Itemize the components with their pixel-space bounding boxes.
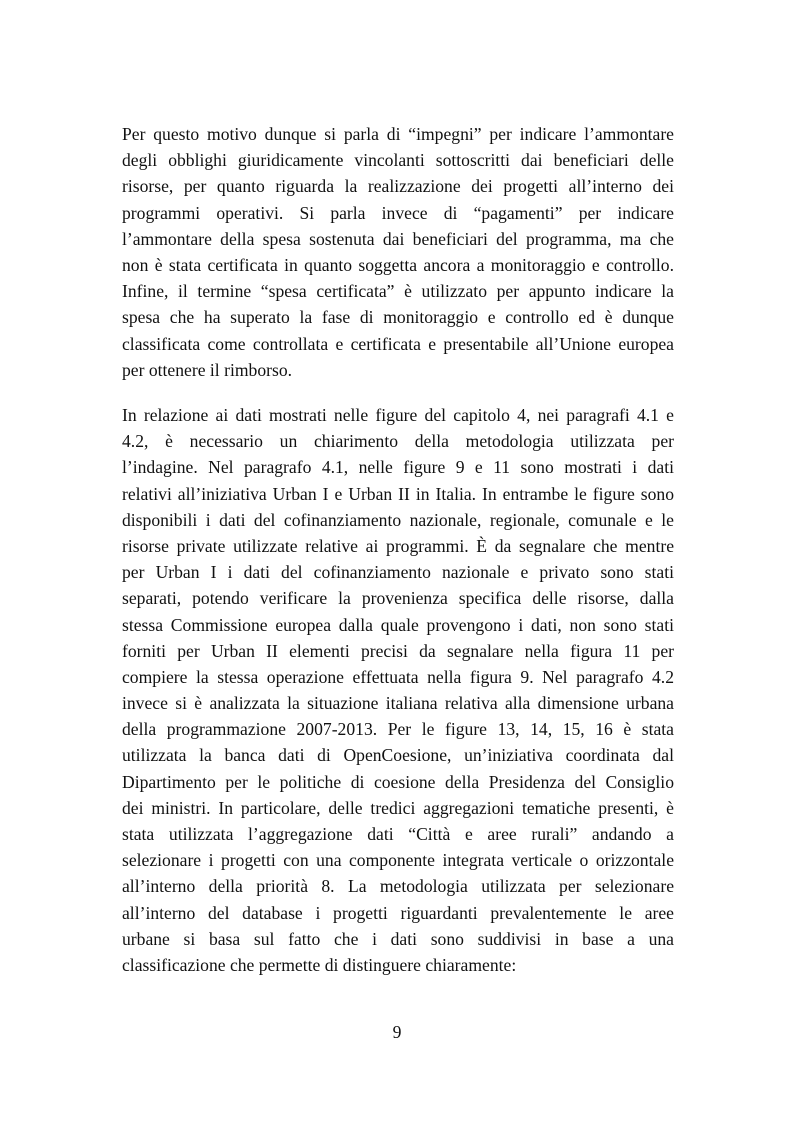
text-line: stata utilizzata l’aggregazione dati “Città e aree rurali” andando a bbox=[122, 824, 674, 844]
text-line: separati, potendo verificare la provenienza specifica delle risorse, dalla bbox=[122, 588, 674, 609]
text-line: per Urban I i dati del cofinanziamento nazionale e privato sono stati bbox=[122, 562, 674, 583]
text-line: selezionare i progetti con una componente integrata verticale o orizzontale bbox=[122, 850, 674, 871]
page-number: 9 bbox=[392, 1022, 402, 1042]
text-line: 4.2, è necessario un chiarimento della metodologia utilizzata per bbox=[122, 431, 674, 452]
text-line: classificazione che permette di distinguere chiaramente: bbox=[122, 954, 517, 975]
text-line: Infine, il termine “spesa certificata” è utilizzato per appunto indicare la bbox=[122, 281, 674, 302]
text-line: l’indagine. Nel paragrafo 4.1, nelle figure 9 e 11 sono mostrati i dati bbox=[122, 457, 674, 478]
text-line: compiere la stessa operazione effettuata nella figura 9. Nel paragrafo 4.2 bbox=[122, 666, 674, 687]
text-line: classificata come controllata e certificata e presentabile all’Unione europea bbox=[122, 333, 674, 354]
text-line: degli obblighi giuridicamente vincolanti sottoscritti dai beneficiari delle bbox=[122, 150, 674, 171]
text-line: spesa che ha superato la fase di monitoraggio e controllo ed è dunque bbox=[122, 307, 674, 328]
text-line: stessa Commissione europea dalla quale provengono i dati, non sono stati bbox=[122, 614, 674, 635]
text-line: l’ammontare della spesa sostenuta dai beneficiari del programma, ma che bbox=[122, 228, 674, 249]
text-line: Dipartimento per le politiche di coesione della Presidenza del Consiglio bbox=[122, 771, 674, 792]
text-line: relativi all’iniziativa Urban I e Urban II in Italia. In entrambe le figure sono bbox=[122, 483, 674, 504]
text-line: non è stata certificata in quanto soggetta ancora a monitoraggio e controllo. bbox=[122, 254, 674, 275]
text-line: risorse private utilizzate relative ai programmi. È da segnalare che mentre bbox=[122, 535, 674, 556]
text-line: risorse, per quanto riguarda la realizzazione dei progetti all’interno dei bbox=[122, 176, 674, 197]
text-line: all’interno del database i progetti riguardanti prevalentemente le aree bbox=[122, 902, 674, 923]
text-line: all’interno della priorità 8. La metodologia utilizzata per selezionare bbox=[122, 876, 674, 897]
text-line: In relazione ai dati mostrati nelle figure del capitolo 4, nei paragrafi 4.1 e bbox=[122, 405, 674, 425]
text-line: invece si è analizzata la situazione italiana relativa alla dimensione urbana bbox=[122, 693, 674, 714]
text-line: Per questo motivo dunque si parla di “impegni” per indicare l’ammontare bbox=[122, 124, 674, 144]
paragraph-2 bbox=[122, 402, 674, 978]
paragraph-1 bbox=[122, 121, 674, 383]
text-line: disponibili i dati del cofinanziamento nazionale, regionale, comunale e le bbox=[122, 509, 674, 530]
text-line: programmi operativi. Si parla invece di “pagamenti” per indicare bbox=[122, 202, 674, 223]
text-line: urbane si basa sul fatto che i dati sono suddivisi in base a una bbox=[122, 928, 674, 949]
text-line: utilizzata la banca dati di OpenCoesione, un’iniziativa coordinata dal bbox=[122, 745, 674, 766]
text-line: dei ministri. In particolare, delle tredici aggregazioni tematiche presenti, è bbox=[122, 797, 674, 818]
text-line: forniti per Urban II elementi precisi da segnalare nella figura 11 per bbox=[122, 640, 674, 661]
text-line: della programmazione 2007-2013. Per le figure 13, 14, 15, 16 è stata bbox=[122, 719, 674, 740]
text-line: per ottenere il rimborso. bbox=[122, 359, 293, 380]
